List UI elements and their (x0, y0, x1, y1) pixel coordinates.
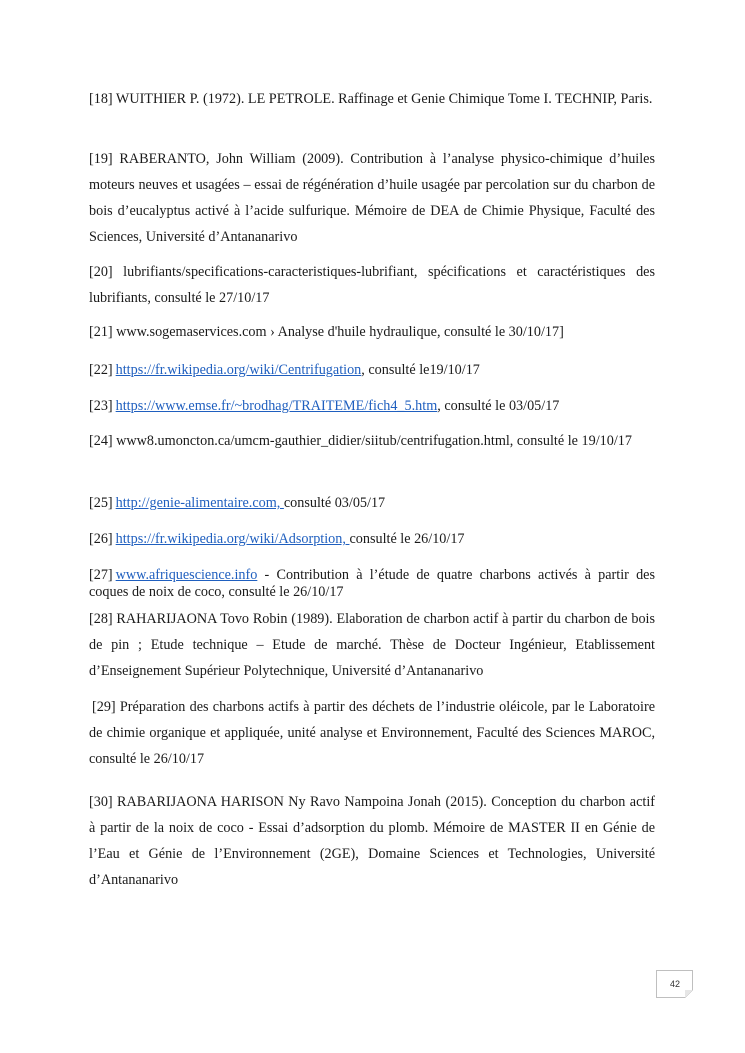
reference-20: [20] lubrifiants/specifications-caracteristiques-lubrifiant, spécifications et caractéristiques des lubrifiants, consulté le 27/10/17 (89, 264, 655, 306)
reference-23-link[interactable]: https://www.emse.fr/~brodhag/TRAITEME/fich4_5.htm (115, 398, 438, 414)
reference-28: [28] RAHARIJAONA Tovo Robin (1989). Elaboration de charbon actif à partir du charbon de bois de pin ; Etude technique – Etude de marché. Thèse de Docteur Ingénieur, Etablissement d’Enseignement Supérieur Polytechnique, Université d’Antananarivo (89, 611, 655, 679)
reference-27 (89, 567, 655, 600)
reference-24: [24] www8.umoncton.ca/umcm-gauthier_didier/siitub/centrifugation.html, consulté le 19/10/17 (89, 433, 632, 449)
reference-23-number: [23] (89, 398, 113, 414)
reference-25 (89, 490, 655, 516)
reference-26-number: [26] (89, 531, 113, 547)
reference-18: [18] WUITHIER P. (1972). LE PETROLE. Raffinage et Genie Chimique Tome I. TECHNIP, Paris. (89, 91, 653, 107)
reference-22-link[interactable]: https://fr.wikipedia.org/wiki/Centrifugation (115, 362, 362, 378)
page-fold-corner (685, 990, 693, 998)
reference-25-number: [25] (89, 495, 113, 511)
reference-22-number: [22] (89, 362, 113, 378)
reference-25-link[interactable]: http://genie-alimentaire.com, (115, 495, 284, 511)
reference-26-link[interactable]: https://fr.wikipedia.org/wiki/Adsorption, (115, 531, 350, 547)
reference-27-link[interactable]: www.afriquescience.info (115, 567, 258, 583)
reference-23 (89, 393, 655, 419)
reference-19: [19] RABERANTO, John William (2009). Contribution à l’analyse physico-chimique d’huiles moteurs neuves et usagées – essai de régénération d’huile usagée par percolation sur du charbon de bois d’eucalyptus activé à l’acide sulfurique. Mémoire de DEA de Chimie Physique, Faculté des Sciences, Université d’Antananarivo (89, 151, 655, 245)
reference-23-consulted: , consulté le 03/05/17 (437, 398, 560, 414)
reference-30: [30] RABARIJAONA HARISON Ny Ravo Nampoina Jonah (2015). Conception du charbon actif à partir de la noix de coco - Essai d’adsorption du plomb. Mémoire de MASTER II en Génie de l’Eau et Génie de l’Environnement (2GE), Domaine Sciences et Technologies, Université d’Antananarivo (89, 794, 655, 888)
reference-27-description: - Contribution à l’étude de quatre charbons activés à partir des coques de noix de coco, consulté le 26/10/17 (89, 567, 655, 600)
page-number: 42 (656, 970, 693, 998)
reference-25-consulted: consulté 03/05/17 (283, 495, 386, 511)
reference-22-consulted: , consulté le19/10/17 (361, 362, 480, 378)
reference-27-number: [27] (89, 567, 113, 583)
reference-21: [21] www.sogemaservices.com › Analyse d'huile hydraulique, consulté le 30/10/17] (89, 324, 564, 340)
reference-26 (89, 526, 655, 552)
reference-26-consulted: consulté le 26/10/17 (349, 531, 465, 547)
reference-29: [29] Préparation des charbons actifs à partir des déchets de l’industrie oléicole, par le Laboratoire de chimie organique et appliquée, unité analyse et Environnement, Faculté des Sciences MAROC, consulté le 26/10/17 (89, 699, 655, 767)
reference-22 (89, 357, 655, 383)
